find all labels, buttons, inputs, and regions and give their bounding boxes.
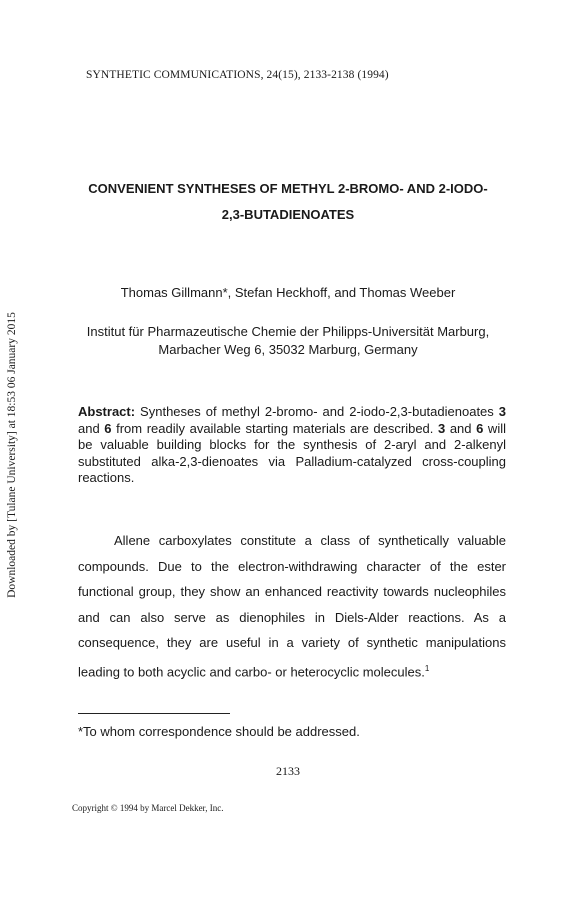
article-title — [60, 176, 516, 228]
copyright-notice: Copyright © 1994 by Marcel Dekker, Inc. — [72, 803, 224, 813]
abstract — [78, 404, 506, 487]
affiliation-line-1: Institut für Pharmazeutische Chemie der Philipps-Universität Marburg, — [86, 324, 490, 339]
compound-ref-3: 3 — [498, 404, 506, 419]
footnote-divider — [78, 713, 230, 714]
page-number: 2133 — [276, 764, 300, 778]
compound-ref-6: 6 — [104, 420, 112, 436]
abstract-text-1: Syntheses of methyl 2-bromo- and 2-iodo-2,3-butadienoates — [135, 404, 499, 419]
title-line-1: CONVENIENT SYNTHESES OF METHYL 2-BROMO- AND 2-IODO- — [88, 181, 488, 196]
compound-ref-6b: 6 — [476, 420, 484, 436]
abstract-text-2: and — [78, 420, 105, 436]
abstract-text-5: will be valuable building blocks for the synthesis of 2-aryl and 2-alkenyl substituted alka-2,3-dienoates via Palladium-catalyzed cross-coupling reactions. — [78, 420, 506, 485]
title-line-2: 2,3-BUTADIENOATES — [221, 207, 355, 222]
download-note: Downloaded by [Tulane University] at 18:53 06 January 2015 — [6, 312, 18, 598]
abstract-text-3: from readily available starting materials are described. — [111, 420, 438, 436]
body-paragraph — [78, 528, 506, 684]
affiliation — [60, 323, 516, 359]
abstract-text-4: and — [445, 420, 477, 436]
journal-header: SYNTHETIC COMMUNICATIONS, 24(15), 2133-2138 (1994) — [86, 69, 389, 81]
author-list: Thomas Gillmann*, Stefan Heckhoff, and Thomas Weeber — [120, 285, 456, 300]
affiliation-line-2: Marbacher Weg 6, 35032 Marburg, Germany — [158, 342, 418, 357]
correspondence-footnote: *To whom correspondence should be addressed. — [78, 724, 360, 739]
reference-superscript: 1 — [424, 663, 430, 673]
body-paragraph-text: Allene carboxylates constitute a class of synthetically valuable compounds. Due to the electron-withdrawing character of the ester functional group, they show an enhanced reactivity towards nucleophiles and can also serve as dienophiles in Diels-Alder reactions. As a consequence, they are useful in a variety of synthetic manipulations leading to both acyclic and carbo- or heterocyclic molecules. — [78, 533, 506, 679]
compound-ref-3b: 3 — [438, 420, 446, 436]
abstract-label: Abstract: — [78, 404, 136, 419]
